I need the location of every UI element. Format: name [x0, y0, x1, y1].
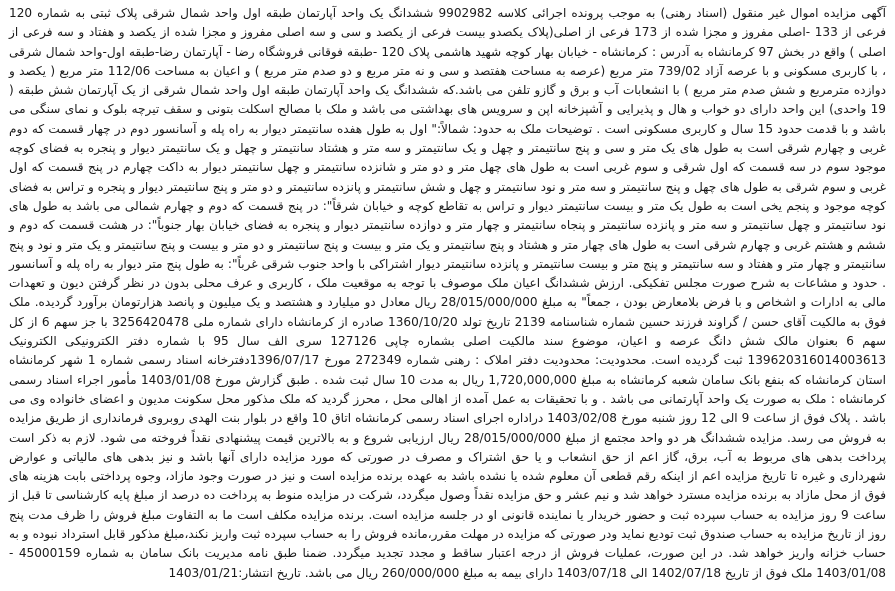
auction-notice-text: آگهی مزایده اموال غیر منقول (اسناد رهنی) به موجب پرونده اجرائی کلاسه 9902982 ششدانگ یک واحد آپارتمان طبقه اول واحد شمال شرقی پلاک ثبتی به شماره 120 فرعی از 133 -اصلی مفروز و مجزا شده از 173 فرعی از اصلی(پلاک یکصدو بیست فرعی از یکصد و سی و سه اصلی مفروز و مجزا شده از یکصد و هفتاد و سه فرعی از اصلی ) واقع در بخش 97 کرمانشاه به آدرس : کرمانشاه - خیابان بهار کوچه شهید هاشمی پلاک 120 -طبقه فوقانی فروشگاه رضا - آپارتمان رضا-طبقه اول-واحد شمال شرقی ، با کاربری مسکونی و با عرصه آزاد 739/02 متر مربع (عرصه به مساحت هفتصد و سی و نه متر مربع و دو صدم متر مربع ) و اعیان به مساحت 112/06 متر مربع ( یکصد و دوازده مترمربع و شش صدم متر مربع ) با انشعابات آب و برق و گازو تلفن می باشد.که ششدانگ یک واحد آپارتمان طبقه اول واحد شمال شرقی از یک آپارتمان شش طبقه ( 19 واحدی) این واحد دارای دو خواب و هال و پذیرایی و آشپزخانه اپن و سرویس های بهداشتی می باشد و ملک با مصالح اسکلت بتونی و سقف تیرچه بلوک و نمای سنگی می باشد و با قدمت حدود 15 سال و کاربری مسکونی است . توضیحات ملک به حدود: شمالاً:" اول به طول هفده سانتیمتر دیوار به راه پله و آسانسور دوم در چهار قسمت که دوم غربی و چهارم شرقی است به طول های یک متر و سی و پنج سانتیمتر و چهل و یک سانتیمتر و سه متر و هشتاد سانتیمتر و چهل و یک سانتیمتر دیوار و پنجره به فضای کوچه موجود سوم در سه قسمت که اول شرقی و سوم غربی است به طول های چهل متر و دو متر و شانزده سانتیمتر و چهل سانتیمتر دیوار به داکت چهارم در پنج قسمت که اول غربی و سوم شرقی به طول های چهل و پنج سانتیمتر و سه متر و نود سانتیمتر و چهل و شش سانتیمتر و پانزده سانتیمتر و دو متر و پنج سانتیمتر دیوار و پنجره و تراس به فضای کوچه موجود و پنجم یخی است به طول یک متر و بیست سانتیمتر دیوار و تراس به تقاطع کوچه و خیابان شرقاً": در پنج قسمت که دوم و چهارم شمالی می باشد به طول های نود سانتیمتر و چهل سانتیمتر و سه متر و پانزده سانتیمتر و پنجاه سانتیمتر و چهار متر و دوازده سانتیمتر دیوار و پنجره به فضای خیابان بهار جنوباً": در هشت قسمت که دوم و ششم و هشتم غربی و چهارم شرقی است به طول های چهار متر و هشتاد و پنج سانتیمتر و یک متر و بیست و پنج سانتیمتر و دو متر و بیست و پنج سانتیمتر و یک متر و نود و پنج سانتیمتر و چهار متر و هفتاد و سه سانتیمتر و پنج متر و بیست سانتیمتر و پانزده سانتیمتر دیوار اشتراکی با واحد جنوب شرقی غرباً": به طول پنج متر دیوار به راه پله و آسانسور . حدود و مشاعات به شرح صورت مجلس تفکیکی. ارزش ششدانگ اعیان ملک موصوف با توجه به موقعیت ملک ، کاربری و عرف محلی بدون در نظر گرفتن دیون و تعهدات مالی به ادارات و اشخاص و با فرض بلامعارض بودن ، جمعاً" به مبلغ 28/015/000/000 ریال معادل دو میلیارد و هشتصد و یک میلیون و پانصد هزارتومان برآورد گردیده. ملک فوق به مالکیت آقای حسن / گراوند فرزند حسین شماره شناسنامه 2139 تاریخ تولد 1360/10/20 صادره از کرمانشاه دارای شماره ملی 3256420478 با جز سهم 6 از کل سهم 6 بعنوان مالک شش دانگ عرصه و اعیان، موضوع سند مالکیت اصلی بشماره چاپی 127126 سری الف سال 95 با شماره دفتر الکترونیکی الکترونیک 139620316014003613 ثبت گردیده است. محدودیت: محدودیت دفتر املاک : رهنی شماره 272349 مورخ 1396/07/17دفترخانه اسناد رسمی شماره 1 شهر کرمانشاه استان کرمانشاه که بنفع بانک سامان شعبه کرمانشاه به مبلغ 1,720,000,000 ریال به مدت 10 سال ثبت شده . طبق گزارش مورخ 1403/01/08 مأمور اجراء اسناد رسمی کرمانشاه : ملک به صورت یک واحد آپارتمانی می باشد . و با تحقیقات به عمل آمده از اهالی محل ، محرز گردید که ملک مذکور محل سکونت مدیون و اعضای خانواده وی می باشد . پلاک فوق از ساعت 9 الی 12 روز شنبه مورخ 1403/02/08 دراداره اجرای اسناد رسمی کرمانشاه اتاق 10 واقع در بلوار بنت الهدی روبروی فرمانداری از طریق مزایده به فروش می رسد. مزایده ششدانگ هر دو واحد مجتمع از مبلغ 28/015/000/000 ریال ارزیابی شروع و به بالاترین قیمت پیشنهادی نقداً فروخته می شود. لازم به ذکر است پرداخت بدهی های مربوط به آب، برق، گاز اعم از حق انشعاب و یا حق اشتراک و مصرف در صورتی که مورد مزایده دارای آنها باشد و نیز بدهی های مالیاتی و عوارض شهرداری و غیره تا تاریخ مزایده اعم از اینکه رقم قطعی آن معلوم شده یا نشده باشد به عهده برنده مزایده است و نیز در صورت وجود مازاد، وجوه پرداختی بابت هزینه های فوق از محل مازاد به برنده مزایده مسترد خواهد شد و نیم عشر و حق مزایده نقداً وصول میگردد، شرکت در مزایده منوط به پرداخت ده درصد از مبلغ پایه کارشناسی تا قبل از ساعت 9 روز مزایده به حساب سپرده ثبت و حضور خریدار یا نماینده قانونی او در جلسه مزایده است. برنده مزایده مکلف است ما به التفاوت مبلغ فروش را ظرف مدت پنج روز از تاریخ مزایده به حساب صندوق ثبت تودیع نماید ودر صورتی که مزایده در مهلت مقرر،مانده فروش را به حساب سپرده ثبت واریز نکند،مبلغ مذکور قابل استرداد نبوده و به حساب خزانه واریز خواهد شد. در این صورت، عملیات فروش از درجه اعتبار ساقط و مجدد تجدید میگردد. ضمنا طبق نامه مدیریت بانک سامان به شماره 45000159 - 1403/01/08 ملک فوق از تاریخ 1402/07/18 الی 1403/07/18 دارای بیمه به مبلغ 260/000/000 ریال می باشد. تاریخ انتشار:1403/01/21: [9, 6, 887, 580]
